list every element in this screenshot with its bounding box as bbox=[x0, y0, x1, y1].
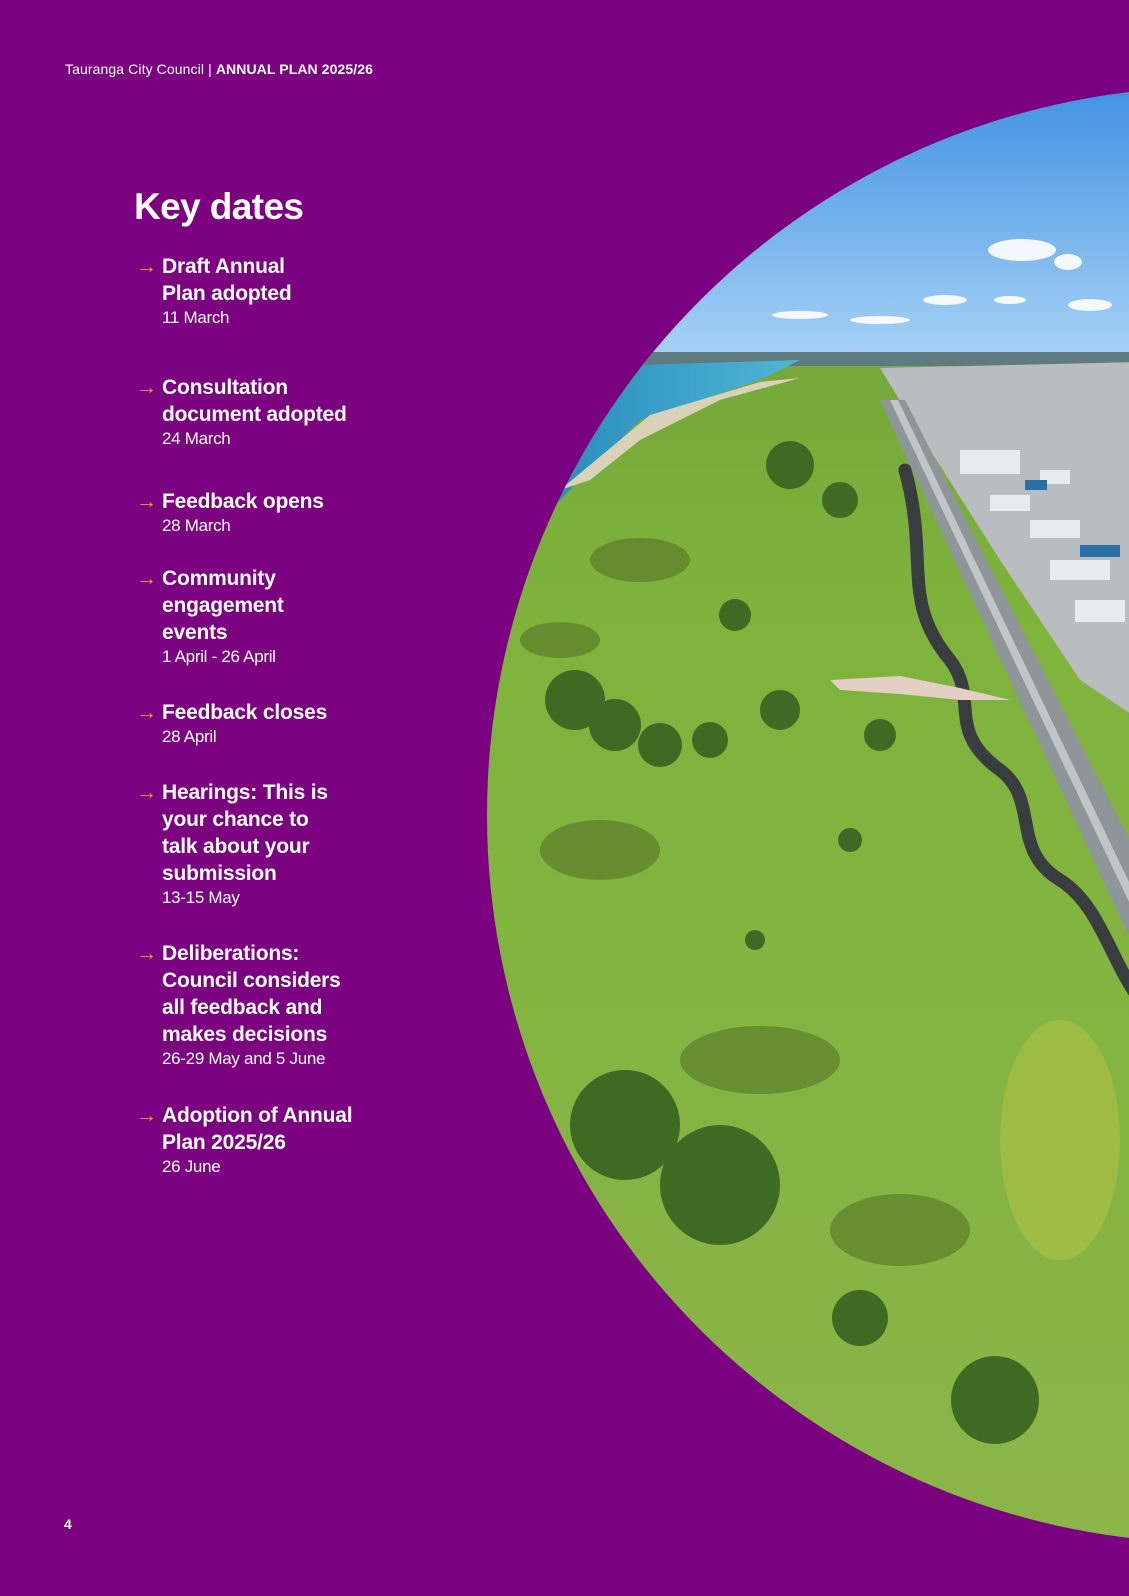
arrow-right-icon: → bbox=[136, 942, 157, 965]
key-date-title: Feedback closes bbox=[162, 701, 328, 724]
key-date-date: 1 April - 26 April bbox=[162, 647, 276, 666]
key-date-date: 26 June bbox=[162, 1157, 221, 1176]
header-separator: | bbox=[208, 61, 212, 77]
key-date-title: Community engagement events bbox=[162, 567, 284, 644]
key-date-date: 28 March bbox=[162, 516, 231, 535]
header-org: Tauranga City Council bbox=[65, 61, 205, 77]
key-date-date: 28 April bbox=[162, 727, 217, 746]
key-date-date: 11 March bbox=[162, 308, 230, 327]
page-title: Key dates bbox=[134, 186, 304, 227]
key-date-date: 24 March bbox=[162, 429, 231, 448]
key-date-title: Consultation document adopted bbox=[162, 376, 347, 426]
arrow-right-icon: → bbox=[136, 376, 157, 399]
key-date-date: 13-15 May bbox=[162, 888, 240, 907]
arrow-right-icon: → bbox=[136, 781, 157, 804]
arrow-right-icon: → bbox=[136, 567, 157, 590]
key-date-title: Adoption of Annual Plan 2025/26 bbox=[162, 1104, 353, 1154]
key-date-title: Feedback opens bbox=[162, 490, 324, 513]
key-date-date: 26-29 May and 5 June bbox=[162, 1049, 326, 1068]
key-date-title: Deliberations: Council considers all feedback and makes decisions bbox=[162, 942, 341, 1046]
arrow-right-icon: → bbox=[136, 255, 157, 278]
arrow-right-icon: → bbox=[136, 490, 157, 513]
key-date-title: Hearings: This is your chance to talk about your submission bbox=[162, 781, 328, 885]
arrow-right-icon: → bbox=[136, 701, 157, 724]
key-date-title: Draft Annual Plan adopted bbox=[162, 255, 292, 305]
arrow-right-icon: → bbox=[136, 1104, 157, 1127]
page-number: 4 bbox=[64, 1516, 72, 1532]
header-plan-title: ANNUAL PLAN 2025/26 bbox=[215, 61, 374, 77]
